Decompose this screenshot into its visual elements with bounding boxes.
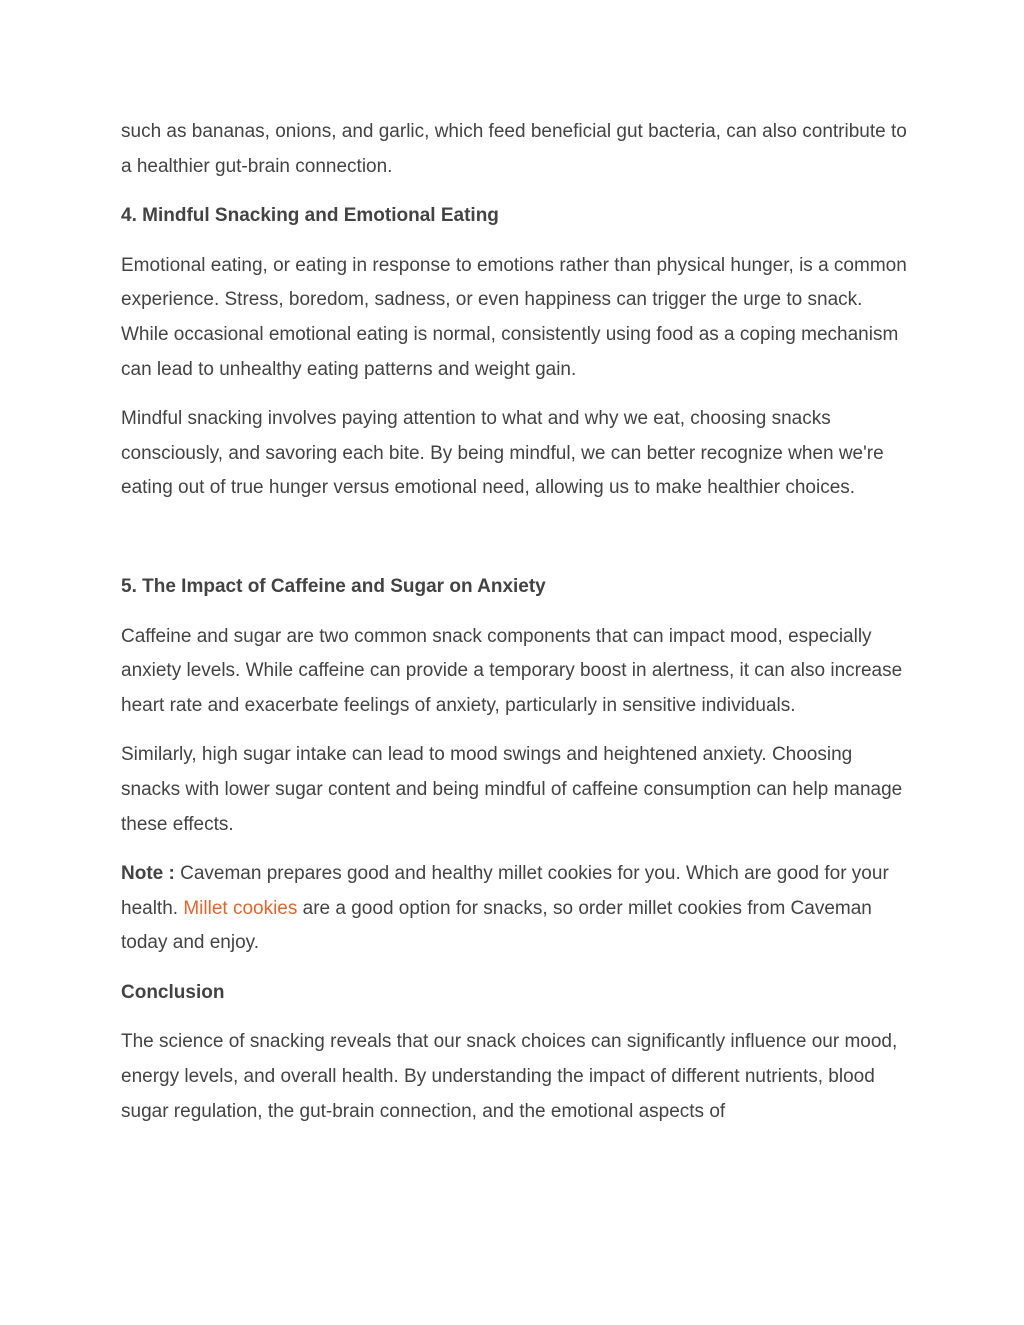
paragraph-note <box>121 857 911 961</box>
paragraph-conclusion: The science of snacking reveals that our snack choices can significantly influence our mood, energy levels, and overall health. By understanding the impact of different nutrients, blood sugar regulation, the gut-brain connection, and the emotional aspects of <box>121 1031 898 1122</box>
section-heading-mindful-snacking: 4. Mindful Snacking and Emotional Eating <box>121 205 499 227</box>
paragraph-mindful-snacking: Mindful snacking involves paying attention to what and why we eat, choosing snacks consciously, and savoring each bite. By being mindful, we can better recognize when we're eating out of true hunger versus emotional need, allowing us to make healthier choices. <box>121 408 884 499</box>
section-spacer <box>121 521 911 570</box>
paragraph-high-sugar: Similarly, high sugar intake can lead to mood swings and heightened anxiety. Choosing snacks with lower sugar content and being mindful of caffeine consumption can help manage these effects. <box>121 744 903 835</box>
note-text-before: Caveman prepares good and healthy millet cookies for you. Which are good for your health. <box>121 863 889 919</box>
paragraph-caffeine-sugar: Caffeine and sugar are two common snack components that can impact mood, especially anxiety levels. While caffeine can provide a temporary boost in alertness, it can also increase heart rate and exacerbate feelings of anxiety, particularly in sensitive individuals. <box>121 625 903 716</box>
paragraph-emotional-eating: Emotional eating, or eating in response to emotions rather than physical hunger, is a common experience. Stress, boredom, sadness, or even happiness can trigger the urge to snack. While occasional emotional eating is normal, consistently using food as a coping mechanism can lead to unhealthy eating patterns and weight gain. <box>121 254 907 380</box>
section-heading-conclusion: Conclusion <box>121 981 225 1003</box>
document-page <box>121 115 911 1144</box>
note-text-after: are a good option for snacks, so order millet cookies from Caveman today and enjoy. <box>121 897 872 954</box>
millet-cookies-link[interactable]: Millet cookies <box>183 897 298 919</box>
note-label: Note : <box>121 863 175 885</box>
section-heading-caffeine-sugar: 5. The Impact of Caffeine and Sugar on Anxiety <box>121 575 546 597</box>
paragraph-intro-continuation: such as bananas, onions, and garlic, which feed beneficial gut bacteria, can also contribute to a healthier gut-brain connection. <box>121 121 907 177</box>
